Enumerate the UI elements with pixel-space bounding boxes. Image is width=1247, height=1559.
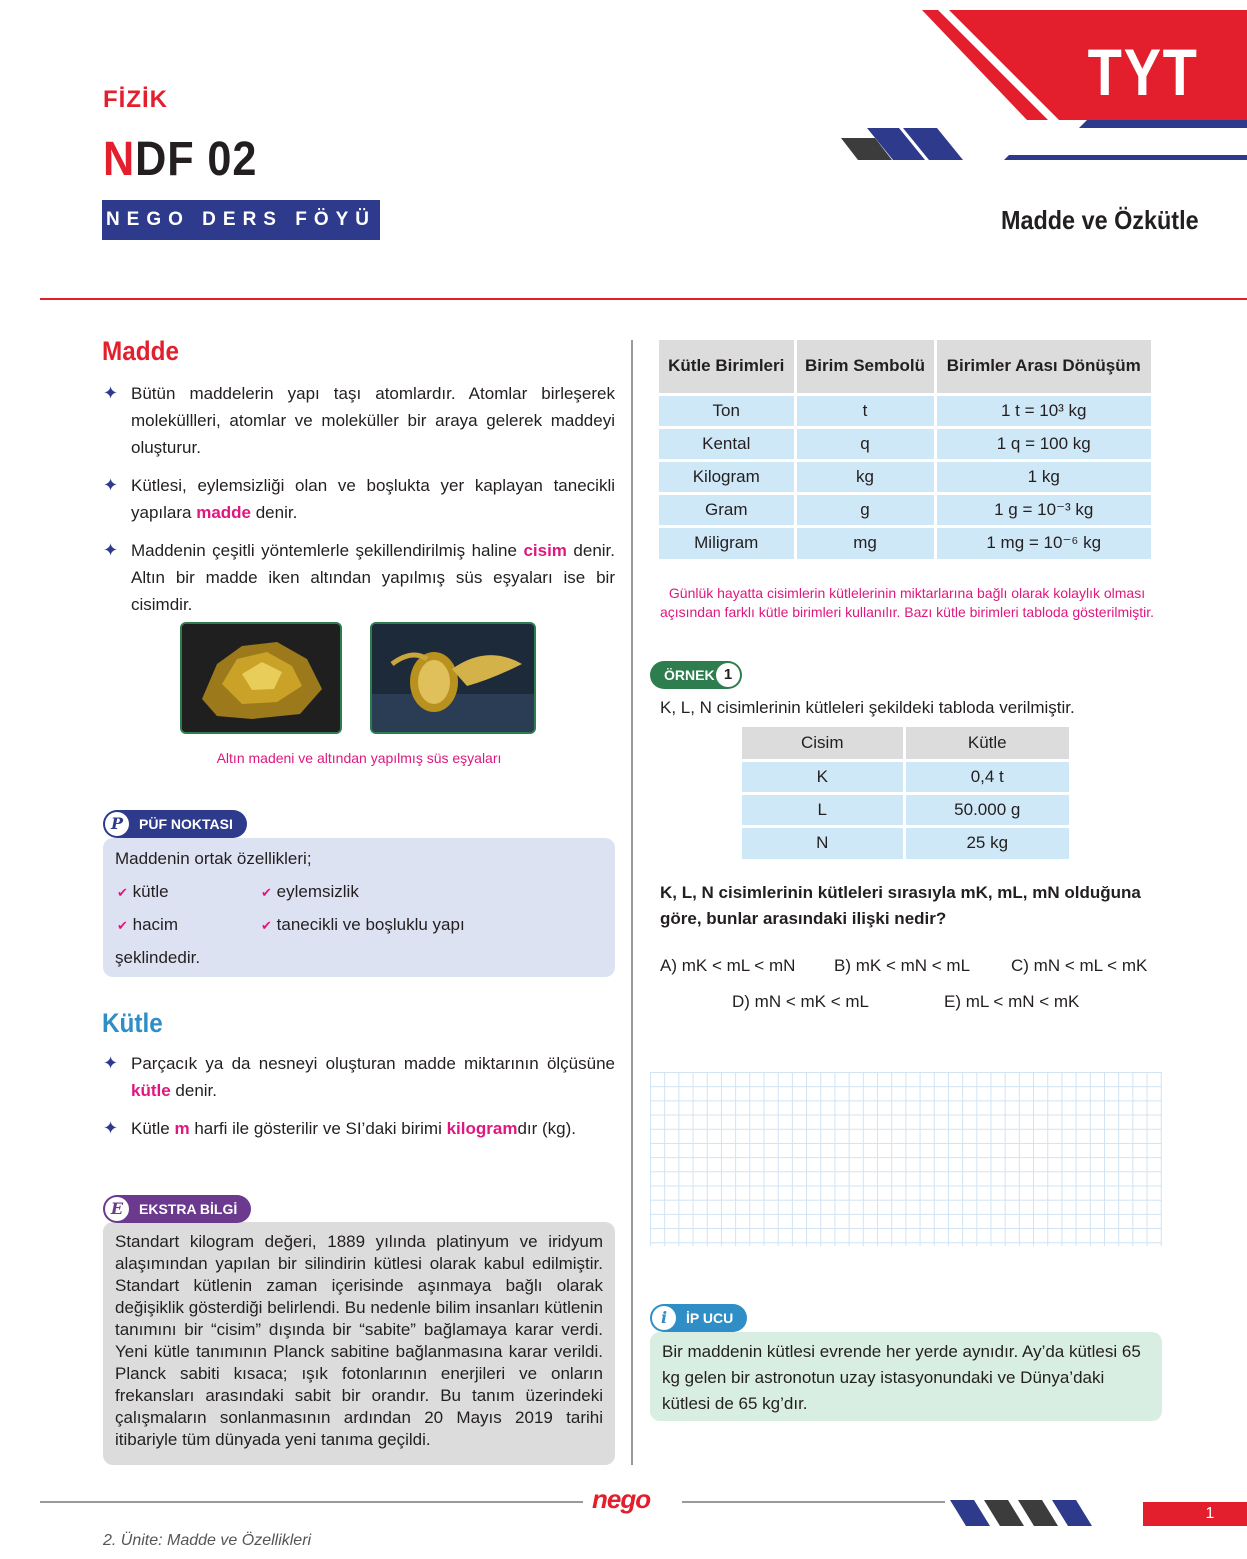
table-row xyxy=(742,793,1069,826)
puf-noktasi-box xyxy=(103,838,615,977)
table-cell: N xyxy=(742,826,904,859)
units-header-cell: Birim Sembolü xyxy=(795,340,935,394)
example-label: ÖRNEK xyxy=(664,667,715,683)
table-cell: g xyxy=(795,493,935,526)
exam-label: TYT xyxy=(1087,35,1199,109)
bullet-text: Bütün maddelerin yapı taşı atomlardır. Atomlar birleşerek moleküllleri, atomlar ve moleküller bir araya gelerek maddeyi oluşturur. xyxy=(131,384,615,457)
bullet-text: denir. xyxy=(170,1081,217,1100)
p-letter-icon: P xyxy=(105,812,129,836)
bullet-atoms xyxy=(103,380,615,461)
photo-caption: Altın madeni ve altından yapılmış süs eşyaları xyxy=(216,750,502,766)
ekstra-bilgi-box xyxy=(103,1222,615,1465)
example-header-cell: Kütle xyxy=(904,727,1069,760)
gold-jewelry-image xyxy=(372,624,534,732)
code-initial: N xyxy=(103,133,136,186)
table-row xyxy=(659,394,1151,427)
table-cell: t xyxy=(795,394,935,427)
option-d[interactable]: D) mN < mK < mL xyxy=(732,992,869,1011)
puf-noktasi-tag xyxy=(103,810,247,838)
nego-logo: nego xyxy=(592,1484,651,1514)
table-cell: Gram xyxy=(659,493,795,526)
info-icon: i xyxy=(652,1306,676,1330)
series-banner: NEGO DERS FÖYÜ xyxy=(102,200,380,240)
sparkle-icon: ✦ xyxy=(103,383,119,403)
bullet-text: Maddenin çeşitli yöntemlerle şekillendirilmiş haline xyxy=(131,541,524,560)
bullet-text: dır (kg). xyxy=(517,1119,576,1138)
puf-intro: Maddenin ortak özellikleri; xyxy=(115,849,312,868)
table-cell: K xyxy=(742,760,904,793)
e-letter-icon: E xyxy=(105,1197,129,1221)
table-cell: 1 mg = 10⁻⁶ kg xyxy=(935,526,1151,559)
example-intro: K, L, N cisimlerinin kütleleri şekildeki tabloda verilmiştir. xyxy=(660,698,1075,717)
bullet-text: Kütle xyxy=(131,1119,175,1138)
table-cell: 1 g = 10⁻³ kg xyxy=(935,493,1151,526)
table-cell: 50.000 g xyxy=(904,793,1069,826)
kutle-bullets xyxy=(103,1050,615,1142)
table-row xyxy=(659,460,1151,493)
footer-stripes xyxy=(950,1500,1150,1526)
keyword-madde: madde xyxy=(196,503,251,522)
ip-ucu-tag xyxy=(650,1304,747,1332)
ekstra-text: Standart kilogram değeri, 1889 yılında platinyum ve iridyum alaşımından yapılan bir silindirin kütlesi olarak kabul edilmiştir. Standart kütlenin zaman içerisinde aşınmaya bağlı olarak değişiklik gösterdiği belirlendi. Bu nedenle bilim insanları kütlenin tanımını bir “cisim” dışında bir “sabite” bağlamaya karar verdi. Yeni kütle tanımının Planck sabitine bağlanmasına karar verildi. Planck sabiti kısaca; ışık fotonlarının enerjileri ve onların frekansları arasındaki sabit bir orandır. Bu tanım üzerindeki çalışmaların sonlanmasının ardından 20 Mayıs 2019 tarihi itibariyle tüm dünyada yeni tanıma geçildi. xyxy=(115,1232,603,1449)
puf-item: ✔ eylemsizlik xyxy=(261,882,359,901)
option-a[interactable]: A) mK < mL < mN xyxy=(660,956,796,975)
header-divider xyxy=(40,298,1247,300)
ip-ucu-text: Bir maddenin kütlesi evrende her yerde aynıdır. Ay’da kütlesi 65 kg gelen bir astronotun uzay istasyonundaki ve Dünya’daki kütlesi de 65 kg’dır. xyxy=(662,1342,1141,1413)
table-cell: L xyxy=(742,793,904,826)
footer-rule-right xyxy=(682,1501,945,1503)
puf-item: ✔ hacim xyxy=(117,915,178,934)
example-number: 1 xyxy=(716,663,740,687)
gold-ore-image xyxy=(182,624,340,732)
table-cell: 1 q = 100 kg xyxy=(935,427,1151,460)
bullet-mass-unit xyxy=(103,1115,615,1142)
table-cell: Kental xyxy=(659,427,795,460)
ip-ucu-box xyxy=(650,1332,1162,1421)
bullet-text: Parçacık ya da nesneyi oluşturan madde miktarının ölçüsüne xyxy=(131,1054,615,1073)
footer-unit: 2. Ünite: Madde ve Özellikleri xyxy=(103,1532,312,1549)
sparkle-icon: ✦ xyxy=(103,475,119,495)
table-cell: 1 kg xyxy=(935,460,1151,493)
table-cell: q xyxy=(795,427,935,460)
keyword-kutle: kütle xyxy=(131,1081,171,1100)
section-title-kutle: Kütle xyxy=(102,1008,163,1038)
subject-label: FİZİK xyxy=(103,86,168,113)
puf-outro: şeklindedir. xyxy=(115,948,201,967)
units-header-cell: Kütle Birimleri xyxy=(659,340,795,394)
keyword-cisim: cisim xyxy=(523,541,567,560)
table-cell: Ton xyxy=(659,394,795,427)
sparkle-icon: ✦ xyxy=(103,1053,119,1073)
example-question: K, L, N cisimlerinin kütleleri sırasıyla mK, mL, mN olduğuna göre, bunlar arasındaki ilişki nedir? xyxy=(660,883,1141,928)
sparkle-icon: ✦ xyxy=(103,1118,119,1138)
bullet-object-definition xyxy=(103,537,615,618)
table-row xyxy=(659,427,1151,460)
example-table xyxy=(742,727,1069,859)
table-cell: Kilogram xyxy=(659,460,795,493)
bullet-mass-definition xyxy=(103,1050,615,1104)
keyword-kilogram: kilogram xyxy=(446,1119,518,1138)
bullet-text: Kütlesi, eylemsizliği olan ve boşlukta yer kaplayan tanecikli yapılara xyxy=(131,476,615,522)
check-icon: ✔ xyxy=(261,885,272,900)
units-header-cell: Birimler Arası Dönüşüm xyxy=(935,340,1151,394)
table-row xyxy=(742,760,1069,793)
units-table xyxy=(659,340,1151,559)
option-e[interactable]: E) mL < mN < mK xyxy=(944,992,1080,1011)
option-b[interactable]: B) mK < mN < mL xyxy=(834,956,971,975)
units-table-caption: Günlük hayatta cisimlerin kütlelerinin miktarlarına bağlı olarak kolaylık olması açısından farklı kütle birimleri kullanılır. Bazı kütle birimleri tabloda gösterilmiştir. xyxy=(659,585,1155,620)
table-row xyxy=(659,526,1151,559)
column-divider xyxy=(631,340,633,1465)
bullet-matter-definition xyxy=(103,472,615,526)
bullet-text: harfi ile gösterilir ve SI’daki birimi xyxy=(189,1119,447,1138)
puf-item: ✔ kütle xyxy=(117,882,169,901)
ekstra-label: EKSTRA BİLGİ xyxy=(139,1201,238,1217)
table-cell: 25 kg xyxy=(904,826,1069,859)
puf-item: ✔ tanecikli ve boşluklu yapı xyxy=(261,915,465,934)
table-cell: 1 t = 10³ kg xyxy=(935,394,1151,427)
example-table-header xyxy=(742,727,1069,760)
example-tag xyxy=(650,661,742,689)
table-cell: kg xyxy=(795,460,935,493)
ekstra-bilgi-tag xyxy=(103,1195,251,1223)
sparkle-icon: ✦ xyxy=(103,540,119,560)
page-number: 1 xyxy=(1143,1502,1247,1526)
units-table-header xyxy=(659,340,1151,394)
scratch-grid xyxy=(650,1072,1162,1246)
bullet-text: denir. Altın bir madde iken altından yapılmış süs eşyaları ise bir cisimdir. xyxy=(131,541,615,614)
puf-label: PÜF NOKTASI xyxy=(139,816,233,832)
table-row xyxy=(742,826,1069,859)
section-title-madde: Madde xyxy=(102,336,179,366)
table-cell: 0,4 t xyxy=(904,760,1069,793)
table-cell: mg xyxy=(795,526,935,559)
option-c[interactable]: C) mN < mL < mK xyxy=(1011,956,1148,975)
madde-bullets xyxy=(103,380,615,618)
topic-title: Madde ve Özkütle xyxy=(1001,205,1199,235)
ip-ucu-label: İP UCU xyxy=(686,1310,734,1326)
gold-ore-photo xyxy=(180,622,342,734)
keyword-m: m xyxy=(174,1119,190,1138)
code-rest: DF 02 xyxy=(135,133,258,186)
check-icon: ✔ xyxy=(261,918,272,933)
document-code xyxy=(103,132,257,187)
footer-rule-left xyxy=(40,1501,583,1503)
gold-jewelry-photo xyxy=(370,622,536,734)
check-icon: ✔ xyxy=(117,918,128,933)
check-icon: ✔ xyxy=(117,885,128,900)
bullet-text: denir. xyxy=(251,503,298,522)
table-row xyxy=(659,493,1151,526)
table-cell: Miligram xyxy=(659,526,795,559)
example-header-cell: Cisim xyxy=(742,727,904,760)
